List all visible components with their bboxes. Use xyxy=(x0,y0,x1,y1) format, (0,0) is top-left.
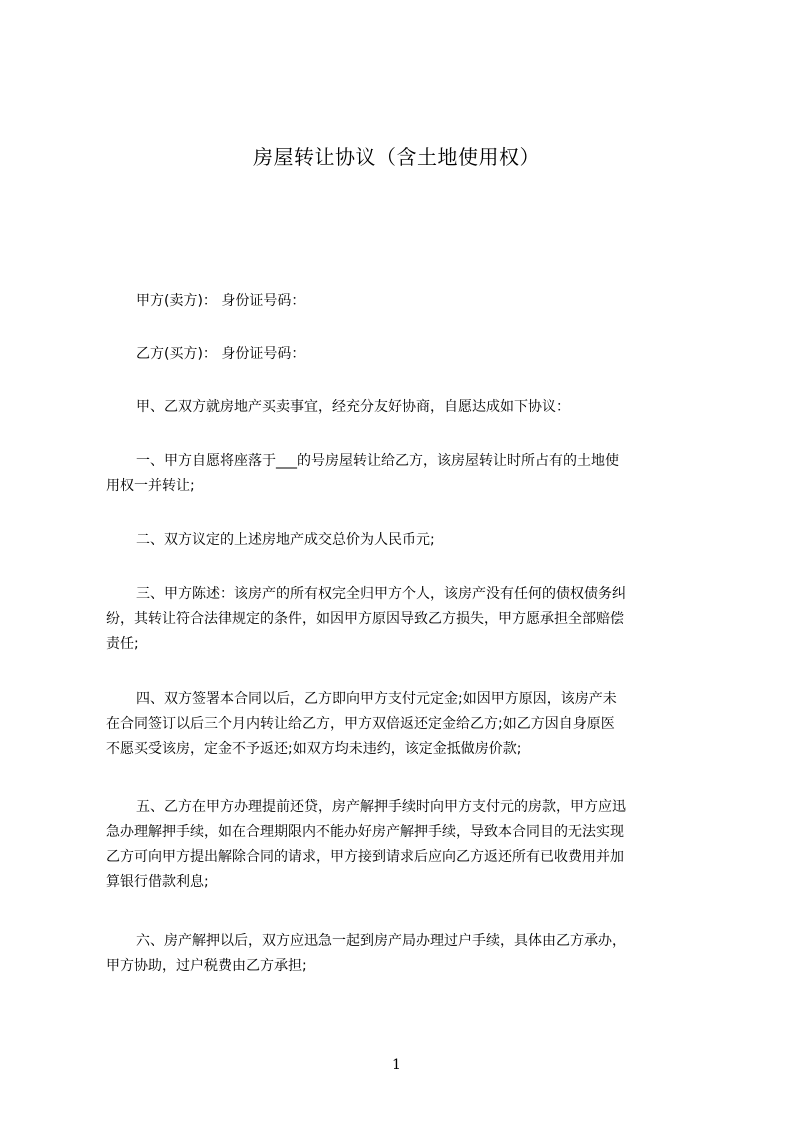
clause-1-paragraph xyxy=(106,449,700,499)
clause-6-paragraph xyxy=(106,929,700,979)
clause-5-line-4: 算银行借款利息; xyxy=(106,874,209,890)
clause-3-line-3: 责任; xyxy=(106,636,139,652)
party-b-text: 乙方(买方)： 身份证号码： xyxy=(136,346,306,362)
clause-4-line-2: 在合同签订以后三个月内转让给乙方，甲方双倍返还定金给乙方;如乙方因自身原医 xyxy=(106,716,615,732)
clause-3-line-1: 三、甲方陈述：该房产的所有权完全归甲方个人，该房产没有任何的债权债务纠 xyxy=(136,586,626,602)
clause-4-line-3: 不愿买受该房，定金不予返还;如双方均未违约，该定金抵做房价款; xyxy=(106,741,522,757)
clause-3-line-2: 纷，其转让符合法律规定的条件，如因甲方原因导致乙方损失，甲方愿承担全部赔偿 xyxy=(106,611,624,627)
clause-4-line-1: 四、双方签署本合同以后，乙方即向甲方支付元定金;如因甲方原因，该房产未 xyxy=(136,691,617,707)
party-a-line xyxy=(106,289,700,314)
page-number: 1 xyxy=(392,1057,401,1073)
preamble-text: 甲、乙双方就房地产买卖事宜，经充分友好协商，自愿达成如下协议： xyxy=(136,399,570,415)
party-b-line xyxy=(106,342,700,367)
clause-6-line-2: 甲方协助，过户税费由乙方承担; xyxy=(106,958,307,974)
clause-5-paragraph xyxy=(106,795,700,895)
clause-5-line-3: 乙方可向甲方提出解除合同的请求，甲方接到请求后应向乙方返还所有已收费用并加 xyxy=(106,849,624,865)
clause-1-line-1: 一、甲方自愿将座落于___的号房屋转让给乙方，该房屋转让时所占有的土地使 xyxy=(136,453,619,469)
clause-2-paragraph xyxy=(106,528,700,553)
document-title: 房屋转让协议（含土地使用权） xyxy=(253,145,540,169)
clause-5-line-2: 急办理解押手续，如在合理期限内不能办好房产解押手续，导致本合同目的无法实现 xyxy=(106,824,624,840)
clause-6-line-1: 六、房产解押以后，双方应迅急一起到房产局办理过户手续，具体由乙方承办， xyxy=(136,933,626,949)
clause-1-line-2: 用权一并转让; xyxy=(106,478,195,494)
party-a-text: 甲方(卖方)： 身份证号码： xyxy=(136,293,306,309)
clause-4-paragraph xyxy=(106,687,700,762)
clause-3-paragraph xyxy=(106,582,700,657)
preamble-paragraph xyxy=(106,395,700,420)
clause-2-line-1: 二、双方议定的上述房地产成交总价为人民币元; xyxy=(136,532,435,548)
clause-5-line-1: 五、乙方在甲方办理提前还贷，房产解押手续时向甲方支付元的房款，甲方应迅 xyxy=(136,799,626,815)
